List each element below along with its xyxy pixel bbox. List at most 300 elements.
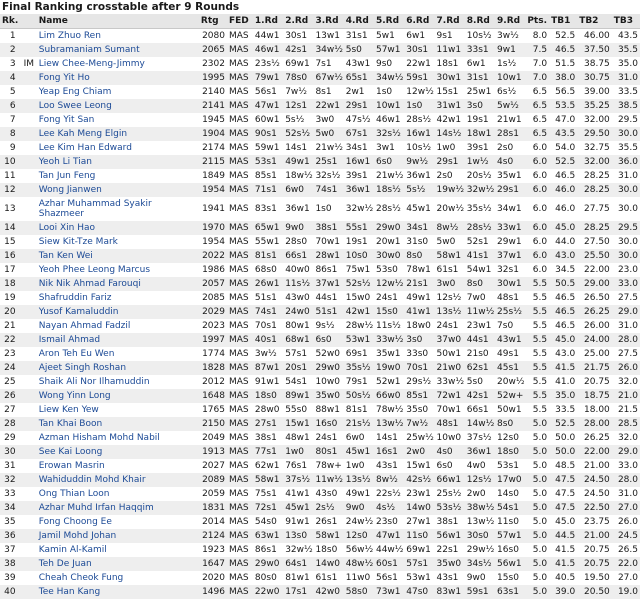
- cell-federation: MAS: [228, 545, 249, 555]
- cell-rank: 16: [4, 251, 16, 261]
- cell-tb3: 29.0: [617, 307, 638, 317]
- cell-round-8: 3s0: [466, 101, 483, 111]
- cell-round-1: 3w½: [254, 349, 277, 359]
- cell-name[interactable]: Lee Kah Meng Elgin: [38, 129, 128, 139]
- cell-points: 5.5: [532, 363, 548, 373]
- table-row: [0, 557, 640, 571]
- cell-name[interactable]: Fong Choong Ee: [38, 517, 112, 527]
- cell-federation: MAS: [228, 321, 249, 331]
- cell-round-7: 8w½: [436, 223, 459, 233]
- cell-round-5: 52w1: [375, 377, 401, 387]
- cell-name[interactable]: Shafruddin Fariz: [38, 293, 112, 303]
- cell-round-6: 1s0: [406, 101, 423, 111]
- cell-round-6: 30s1: [406, 45, 429, 55]
- cell-round-4: 49w1: [345, 489, 371, 499]
- cell-tb3: 21.0: [617, 391, 638, 401]
- cell-name[interactable]: Azman Hisham Mohd Nabil: [38, 433, 160, 443]
- cell-round-6: 78w1: [406, 265, 431, 275]
- cell-round-6: 36w1: [406, 171, 431, 181]
- cell-round-8: 10s½: [466, 31, 492, 41]
- cell-rank: 7: [9, 115, 16, 125]
- cell-round-5: 23s0: [375, 517, 398, 527]
- cell-round-2: 68w1: [285, 335, 310, 345]
- cell-round-6: 8s0: [406, 251, 423, 261]
- cell-round-7: 2s0: [436, 171, 453, 181]
- cell-tb2: 28.25: [584, 171, 610, 181]
- cell-round-7: 30w1: [436, 73, 462, 83]
- cell-round-6: 53w1: [406, 573, 431, 583]
- cell-round-7: 29s1: [436, 157, 459, 167]
- cell-round-2: 45w1: [285, 503, 310, 513]
- cell-rating: 2049: [202, 433, 225, 443]
- header-round-3: 3.Rd: [313, 14, 343, 29]
- cell-name[interactable]: Ismail Ahmad: [38, 335, 101, 345]
- cell-title: [22, 389, 37, 403]
- cell-name[interactable]: Siew Kit-Tze Mark: [38, 237, 118, 247]
- cell-round-3: 44s1: [315, 293, 338, 303]
- cell-name[interactable]: Nayan Ahmad Fadzil: [38, 321, 131, 331]
- table-row: [0, 571, 640, 585]
- header-rating: Rtg: [199, 14, 227, 29]
- cell-federation: MAS: [228, 59, 249, 69]
- cell-rank: 36: [4, 531, 16, 541]
- cell-tb2: 28.25: [584, 185, 610, 195]
- cell-round-6: 33s0: [406, 349, 429, 359]
- cell-federation: MAS: [228, 377, 249, 387]
- cell-tb3: 27.0: [617, 573, 638, 583]
- cell-tb1: 44.5: [555, 531, 576, 541]
- cell-federation: MAS: [228, 87, 249, 97]
- cell-round-5: 34w½: [375, 73, 404, 83]
- cell-round-7: 83w1: [436, 587, 462, 597]
- cell-points: 5.0: [532, 587, 548, 597]
- cell-rank: 40: [4, 587, 16, 597]
- cell-federation: MAS: [228, 335, 249, 345]
- cell-round-9: 8s0: [497, 419, 514, 429]
- cell-points: 5.5: [532, 377, 548, 387]
- header-points: Pts.: [525, 14, 549, 29]
- cell-tb3: 33.0: [617, 279, 638, 289]
- cell-tb1: 35.0: [555, 391, 576, 401]
- cell-round-9: 2s0: [497, 143, 514, 153]
- cell-rating: 1970: [202, 223, 225, 233]
- table-row: [0, 155, 640, 169]
- cell-round-3: 38s1: [315, 223, 338, 233]
- cell-round-1: 60w1: [254, 115, 280, 125]
- cell-round-9: 50w1: [497, 405, 522, 415]
- cell-points: 5.0: [532, 503, 548, 513]
- cell-federation: MAS: [228, 185, 249, 195]
- cell-round-3: 35w0: [315, 391, 340, 401]
- cell-round-7: 61s1: [436, 265, 459, 275]
- cell-tb3: 35.5: [617, 143, 638, 153]
- cell-points: 6.5: [532, 87, 548, 97]
- cell-points: 5.0: [532, 489, 548, 499]
- cell-tb3: 30.0: [617, 204, 638, 214]
- cell-rating: 1496: [202, 587, 225, 597]
- cell-tb1: 52.5: [555, 419, 576, 429]
- table-row: [0, 57, 640, 71]
- cell-rating: 1774: [202, 349, 225, 359]
- cell-tb2: 28.25: [584, 223, 610, 233]
- cell-title: [22, 585, 37, 599]
- cell-tb1: 40.5: [555, 573, 576, 583]
- cell-name[interactable]: Wong Jianwen: [38, 185, 102, 195]
- cell-points: 5.5: [532, 405, 548, 415]
- cell-round-5: 18s½: [375, 185, 401, 195]
- cell-round-7: 25s½: [436, 489, 462, 499]
- cell-round-1: 58w1: [254, 475, 280, 485]
- cell-round-9: 53s1: [497, 461, 519, 471]
- cell-round-1: 22w0: [254, 587, 280, 597]
- cell-round-4: 5s0: [345, 45, 362, 55]
- table-row: [0, 277, 640, 291]
- cell-round-7: 6s0: [436, 461, 453, 471]
- cell-round-6: 47s0: [406, 587, 429, 597]
- cell-rating: 2115: [202, 157, 225, 167]
- cell-name[interactable]: Tan Khai Boon: [38, 419, 103, 429]
- cell-name[interactable]: Nik Nik Ahmad Farouqi: [38, 279, 141, 289]
- cell-round-1: 65w1: [254, 223, 280, 233]
- cell-round-8: 54w1: [466, 265, 492, 275]
- cell-round-3: 52w0: [315, 349, 340, 359]
- cell-round-3: 18s0: [315, 545, 338, 555]
- cell-round-7: 18s1: [436, 59, 459, 69]
- cell-rank: 10: [4, 157, 16, 167]
- cell-title: [22, 529, 37, 543]
- cell-name[interactable]: See Kai Loong: [38, 447, 103, 457]
- header-round-4: 4.Rd: [344, 14, 374, 29]
- cell-round-3: 70w1: [315, 237, 340, 247]
- cell-round-2: 64s1: [285, 559, 308, 569]
- cell-round-7: 21w0: [436, 363, 462, 373]
- cell-round-4: 28w½: [345, 321, 374, 331]
- cell-round-3: 58w1: [315, 531, 340, 541]
- cell-tb2: 21.75: [584, 363, 610, 373]
- cell-points: 6.0: [532, 171, 548, 181]
- cell-name[interactable]: Ong Thian Loon: [38, 489, 110, 499]
- cell-rating: 1995: [202, 73, 225, 83]
- cell-title: [22, 417, 37, 431]
- cell-tb2: 20.50: [584, 587, 610, 597]
- cell-name[interactable]: Subramaniam Sumant: [38, 45, 140, 55]
- cell-round-7: 66w1: [436, 475, 462, 485]
- cell-round-8: 52s1: [466, 237, 489, 247]
- cell-tb2: 21.00: [584, 531, 610, 541]
- page-title: Final Ranking crosstable after 9 Rounds: [2, 1, 240, 13]
- cell-round-1: 87w1: [254, 363, 280, 373]
- cell-round-6: 3s0: [406, 335, 423, 345]
- cell-round-1: 27s1: [254, 419, 277, 429]
- cell-rating: 2085: [202, 293, 225, 303]
- cell-name[interactable]: Fong Yit Ho: [38, 73, 90, 83]
- table-row: [0, 375, 640, 389]
- cell-name[interactable]: Tee Han Kang: [38, 587, 101, 597]
- cell-points: 6.5: [532, 101, 548, 111]
- cell-points: 5.0: [532, 573, 548, 583]
- cell-round-5: 11s½: [375, 321, 401, 331]
- cell-points: 5.5: [532, 349, 548, 359]
- cell-round-9: 17w0: [497, 475, 522, 485]
- cell-name[interactable]: Yeoh Li Tian: [38, 157, 92, 167]
- header-round-7: 7.Rd: [435, 14, 465, 29]
- cell-round-3: 21w½: [315, 143, 343, 153]
- cell-round-9: 21w1: [497, 115, 522, 125]
- cell-round-4: 39s1: [345, 171, 368, 181]
- cell-round-8: 13w½: [466, 517, 495, 527]
- cell-name[interactable]: Yeap Eng Chiam: [38, 87, 112, 97]
- cell-round-9: 35w1: [497, 171, 522, 181]
- cell-title: [22, 127, 37, 141]
- cell-round-5: 78w½: [375, 405, 404, 415]
- cell-tb3: 43.5: [617, 31, 638, 41]
- cell-tb1: 50.0: [555, 447, 576, 457]
- cell-federation: MAS: [228, 115, 249, 125]
- cell-rank: 35: [4, 517, 16, 527]
- cell-round-2: 78s0: [285, 73, 308, 83]
- cell-points: 5.5: [532, 279, 548, 289]
- cell-name[interactable]: Jamil Mohd Johan: [38, 531, 117, 541]
- cell-federation: MAS: [228, 171, 249, 181]
- cell-round-1: 70s1: [254, 321, 277, 331]
- cell-tb1: 45.0: [555, 517, 576, 527]
- cell-federation: MAS: [228, 251, 249, 261]
- cell-rating: 2057: [202, 279, 225, 289]
- cell-title: [22, 319, 37, 333]
- cell-federation: MAS: [228, 307, 249, 317]
- cell-tb1: 46.0: [555, 185, 576, 195]
- cell-tb2: 25.50: [584, 251, 610, 261]
- cell-tb3: 33.0: [617, 461, 638, 471]
- cell-round-2: 41w1: [285, 489, 310, 499]
- cell-round-6: 6w1: [406, 31, 426, 41]
- cell-round-6: 14w0: [406, 503, 431, 513]
- cell-name[interactable]: Lim Zhuo Ren: [38, 31, 101, 41]
- table-row: [0, 389, 640, 403]
- cell-round-1: 81s1: [254, 251, 277, 261]
- cell-round-1: 56s1: [254, 87, 277, 97]
- cell-round-2: 48w1: [285, 433, 310, 443]
- cell-rating: 2140: [202, 87, 225, 97]
- cell-round-6: 59s1: [406, 73, 429, 83]
- cell-tb2: 19.50: [584, 573, 610, 583]
- cell-tb2: 30.75: [584, 73, 610, 83]
- cell-rank: 19: [4, 293, 16, 303]
- cell-rank: 1: [9, 31, 16, 41]
- cell-round-9: 4s0: [497, 157, 514, 167]
- header-tb3: TB3: [612, 14, 640, 29]
- cell-round-8: 7w0: [466, 293, 486, 303]
- cell-name[interactable]: Looi Xin Hao: [38, 223, 95, 233]
- header-rank: Rk.: [0, 14, 22, 29]
- cell-round-1: 59w1: [254, 143, 280, 153]
- cell-rating: 1831: [202, 503, 225, 513]
- cell-round-6: 35s0: [406, 405, 429, 415]
- cell-round-3: 7s1: [315, 59, 332, 69]
- cell-round-4: 1w0: [345, 461, 365, 471]
- cell-round-1: 68s0: [254, 265, 277, 275]
- cell-name[interactable]: Yusof Kamaluddin: [38, 307, 119, 317]
- cell-round-4: 12s0: [345, 531, 368, 541]
- cell-tb2: 23.75: [584, 517, 610, 527]
- cell-name[interactable]: Lee Kim Han Edward: [38, 143, 132, 153]
- cell-name[interactable]: Liew Ken Yew: [38, 405, 99, 415]
- cell-round-8: 5s0: [466, 377, 483, 387]
- cell-rank: 38: [4, 559, 16, 569]
- cell-name[interactable]: Teh De Juan: [38, 559, 92, 569]
- cell-round-1: 51s1: [254, 293, 277, 303]
- cell-rating: 1997: [202, 335, 225, 345]
- cell-round-5: 47w1: [375, 531, 401, 541]
- cell-round-9: 6s½: [497, 87, 517, 97]
- cell-name[interactable]: Yeoh Phee Leong Marcus: [38, 265, 151, 275]
- cell-round-5: 28s½: [375, 204, 401, 214]
- cell-name[interactable]: Ajeet Singh Roshan: [38, 363, 127, 373]
- cell-tb2: 39.00: [584, 87, 610, 97]
- cell-tb1: 47.0: [555, 115, 576, 125]
- cell-round-6: 12w½: [406, 87, 434, 97]
- cell-round-5: 35w1: [375, 349, 401, 359]
- cell-federation: MAS: [228, 204, 249, 214]
- cell-tb3: 33.5: [617, 87, 638, 97]
- cell-round-1: 85s1: [254, 171, 277, 181]
- cell-name[interactable]: Shaik Ali Nor Ilhamuddin: [38, 377, 150, 387]
- cell-tb1: 46.5: [555, 307, 576, 317]
- cell-round-1: 28w0: [254, 405, 280, 415]
- cell-tb3: 23.0: [617, 265, 638, 275]
- cell-tb1: 43.5: [555, 129, 576, 139]
- cell-rating: 1923: [202, 545, 225, 555]
- cell-federation: MAS: [228, 129, 249, 139]
- cell-tb1: 45.0: [555, 335, 576, 345]
- cell-round-3: 61s1: [315, 573, 338, 583]
- cell-tb2: 18.00: [584, 405, 610, 415]
- cell-round-9: 11s0: [497, 517, 519, 527]
- cell-name[interactable]: Kamin Al-Kamil: [38, 545, 107, 555]
- cell-tb3: 29.5: [617, 115, 638, 125]
- cell-round-5: 53s0: [375, 265, 398, 275]
- cell-rank: 32: [4, 475, 16, 485]
- cell-name[interactable]: Erowan Masrin: [38, 461, 105, 471]
- cell-tb3: 27.0: [617, 503, 638, 513]
- cell-rating: 1913: [202, 447, 225, 457]
- cell-name[interactable]: Loo Swee Leong: [38, 101, 112, 111]
- cell-points: 5.0: [532, 461, 548, 471]
- cell-round-1: 79w1: [254, 73, 280, 83]
- cell-round-1: 55w1: [254, 237, 280, 247]
- cell-round-9: 12s0: [497, 433, 519, 443]
- cell-round-5: 57w1: [375, 45, 401, 55]
- cell-round-8: 2w0: [466, 489, 486, 499]
- header-round-6: 6.Rd: [404, 14, 434, 29]
- cell-round-5: 22s½: [375, 489, 401, 499]
- cell-round-8: 35s½: [466, 204, 492, 214]
- cell-round-6: 34s1: [406, 223, 429, 233]
- cell-round-7: 56w1: [436, 531, 462, 541]
- cell-tb3: 31.0: [617, 489, 638, 499]
- cell-round-4: 10s0: [345, 251, 368, 261]
- cell-name[interactable]: Wong Yinn Long: [38, 391, 111, 401]
- cell-tb1: 33.5: [555, 405, 576, 415]
- cell-name[interactable]: Azhar Muhammad Syakir Shazmeer: [38, 199, 152, 219]
- cell-rank: 34: [4, 503, 16, 513]
- cell-round-3: 1s0: [315, 204, 332, 214]
- cell-title: [22, 263, 37, 277]
- cell-federation: MAS: [228, 265, 249, 275]
- cell-tb2: 20.75: [584, 545, 610, 555]
- crosstable: [0, 14, 640, 599]
- cell-round-7: 70w1: [436, 405, 462, 415]
- cell-federation: MAS: [228, 73, 249, 83]
- cell-round-8: 32w½: [466, 185, 495, 195]
- cell-name[interactable]: Azhar Muhd Irfan Haqqim: [38, 503, 154, 513]
- cell-tb3: 31.0: [617, 321, 638, 331]
- cell-round-5: 13w½: [375, 419, 404, 429]
- cell-title: [22, 291, 37, 305]
- cell-round-4: 36w1: [345, 185, 371, 195]
- cell-round-2: 20s1: [285, 363, 308, 373]
- cell-round-7: 1w0: [436, 143, 456, 153]
- cell-round-1: 46w1: [254, 45, 280, 55]
- cell-round-4: 67s1: [345, 129, 368, 139]
- cell-round-2: 57s1: [285, 349, 308, 359]
- cell-round-4: 75w1: [345, 265, 371, 275]
- cell-name[interactable]: Fong Yit San: [38, 115, 95, 125]
- cell-tb2: 32.00: [584, 157, 610, 167]
- cell-tb1: 46.0: [555, 204, 576, 214]
- table-row: [0, 417, 640, 431]
- cell-federation: MAS: [228, 475, 249, 485]
- cell-round-3: 26s1: [315, 517, 338, 527]
- cell-round-2: 52s½: [285, 129, 311, 139]
- cell-name[interactable]: Tan Jun Feng: [38, 171, 96, 181]
- cell-round-7: 22s1: [436, 545, 459, 555]
- cell-round-8: 23w1: [466, 321, 492, 331]
- cell-title: [22, 515, 37, 529]
- cell-tb1: 43.0: [555, 349, 576, 359]
- cell-tb1: 54.0: [555, 143, 576, 153]
- cell-round-6: 10s½: [406, 143, 432, 153]
- cell-round-6: 85s1: [406, 391, 429, 401]
- cell-tb2: 25.00: [584, 349, 610, 359]
- cell-tb3: 30.0: [617, 251, 638, 261]
- cell-points: 5.0: [532, 433, 548, 443]
- cell-name[interactable]: Liew Chee-Meng-Jimmy: [38, 59, 145, 69]
- cell-title: [22, 375, 37, 389]
- cell-tb1: 46.5: [555, 293, 576, 303]
- cell-tb1: 39.0: [555, 587, 576, 597]
- cell-name[interactable]: Tan Ken Wei: [38, 251, 93, 261]
- cell-round-8: 44s1: [466, 335, 489, 345]
- cell-round-7: 37w0: [436, 335, 462, 345]
- cell-tb2: 26.25: [584, 433, 610, 443]
- cell-name[interactable]: Aron Teh Eu Wen: [38, 349, 115, 359]
- cell-tb3: 31.0: [617, 73, 638, 83]
- cell-name[interactable]: Wahiduddin Mohd Khair: [38, 475, 146, 485]
- cell-round-2: 89w1: [285, 391, 310, 401]
- cell-tb1: 48.5: [555, 461, 576, 471]
- cell-round-8: 30s0: [466, 531, 489, 541]
- cell-round-9: 9w1: [497, 45, 516, 55]
- cell-tb2: 26.00: [584, 321, 610, 331]
- cell-round-9: 20w½: [497, 377, 525, 387]
- cell-round-6: 29s½: [406, 377, 432, 387]
- cell-rank: 21: [4, 321, 16, 331]
- cell-name[interactable]: Cheah Cheok Fung: [38, 573, 124, 583]
- cell-round-7: 35w0: [436, 559, 462, 569]
- cell-points: 5.5: [532, 321, 548, 331]
- cell-tb1: 47.5: [555, 503, 576, 513]
